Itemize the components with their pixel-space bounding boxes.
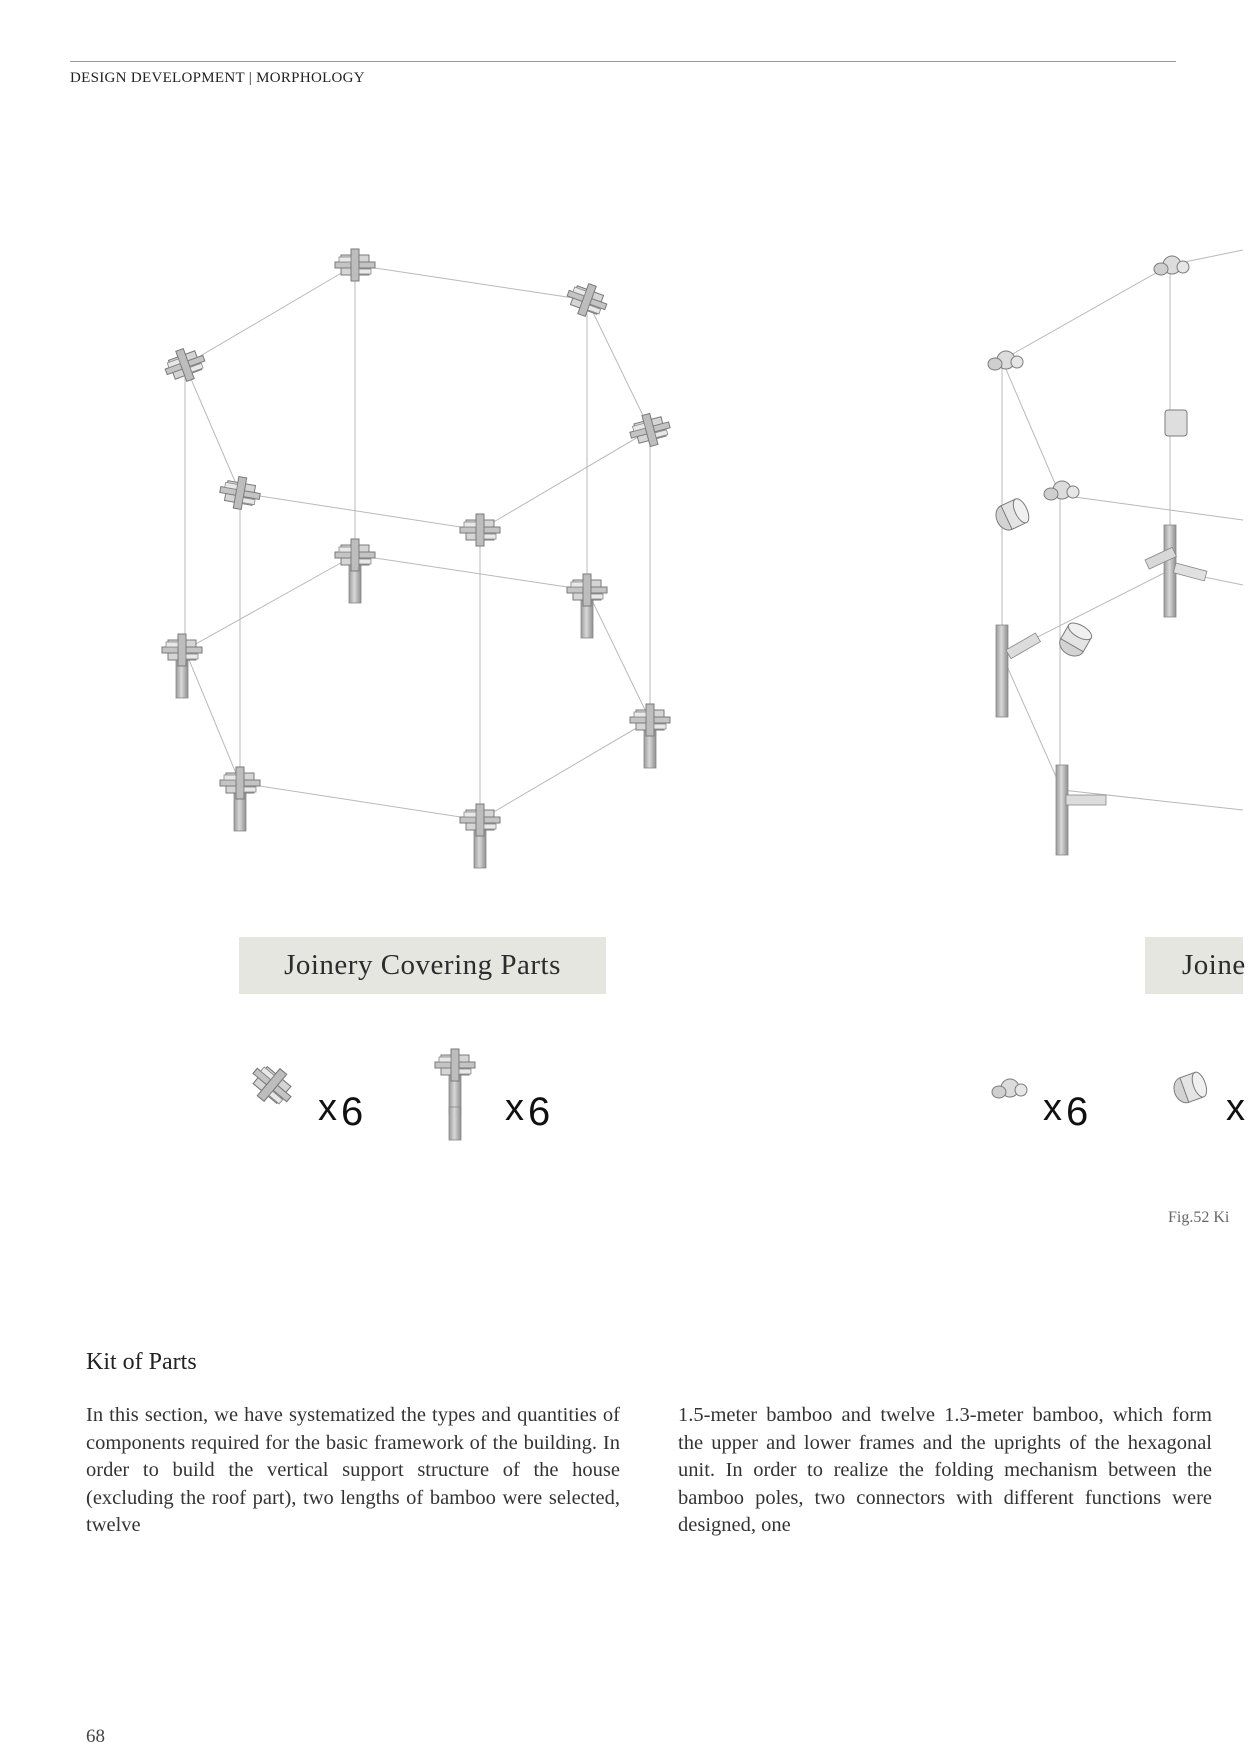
section-title: Kit of Parts — [86, 1349, 197, 1375]
left-frame-joints — [161, 249, 674, 868]
quantity-label: x 6 — [505, 1087, 551, 1134]
right-caption: Joine — [1145, 937, 1243, 994]
quantity-label: x 6 — [1043, 1087, 1089, 1134]
covering-pole-part-icon — [435, 1049, 475, 1140]
body-text-column-2: 1.5-meter bamboo and twelve 1.3-meter bamboo, which form the upper and lower frames and the uprights of the hexagonal unit. In order to realize the folding mechanism between the bamboo poles, two connectors with different functions were designed, one — [678, 1404, 1212, 1536]
right-frame-connectors — [988, 256, 1207, 855]
left-caption: Joinery Covering Parts — [239, 937, 606, 994]
page-number: 68 — [86, 1726, 105, 1747]
figure-caption: Fig.52 Ki — [1168, 1209, 1230, 1226]
hinge-connector-icon — [1171, 1070, 1210, 1105]
ball-connector-icon — [992, 1079, 1027, 1098]
covering-part-icon — [244, 1057, 300, 1112]
body-text-column-1: In this section, we have systematized the types and quantities of components required for the basic framework of the building. In order to build the vertical support structure of the house (excluding the roof part), two lengths of bamboo were selected, twelve — [86, 1404, 620, 1536]
quantity-label: x 6 — [318, 1087, 364, 1134]
running-header: DESIGN DEVELOPMENT | MORPHOLOGY — [70, 70, 365, 86]
quantity-label: x — [1226, 1087, 1245, 1129]
